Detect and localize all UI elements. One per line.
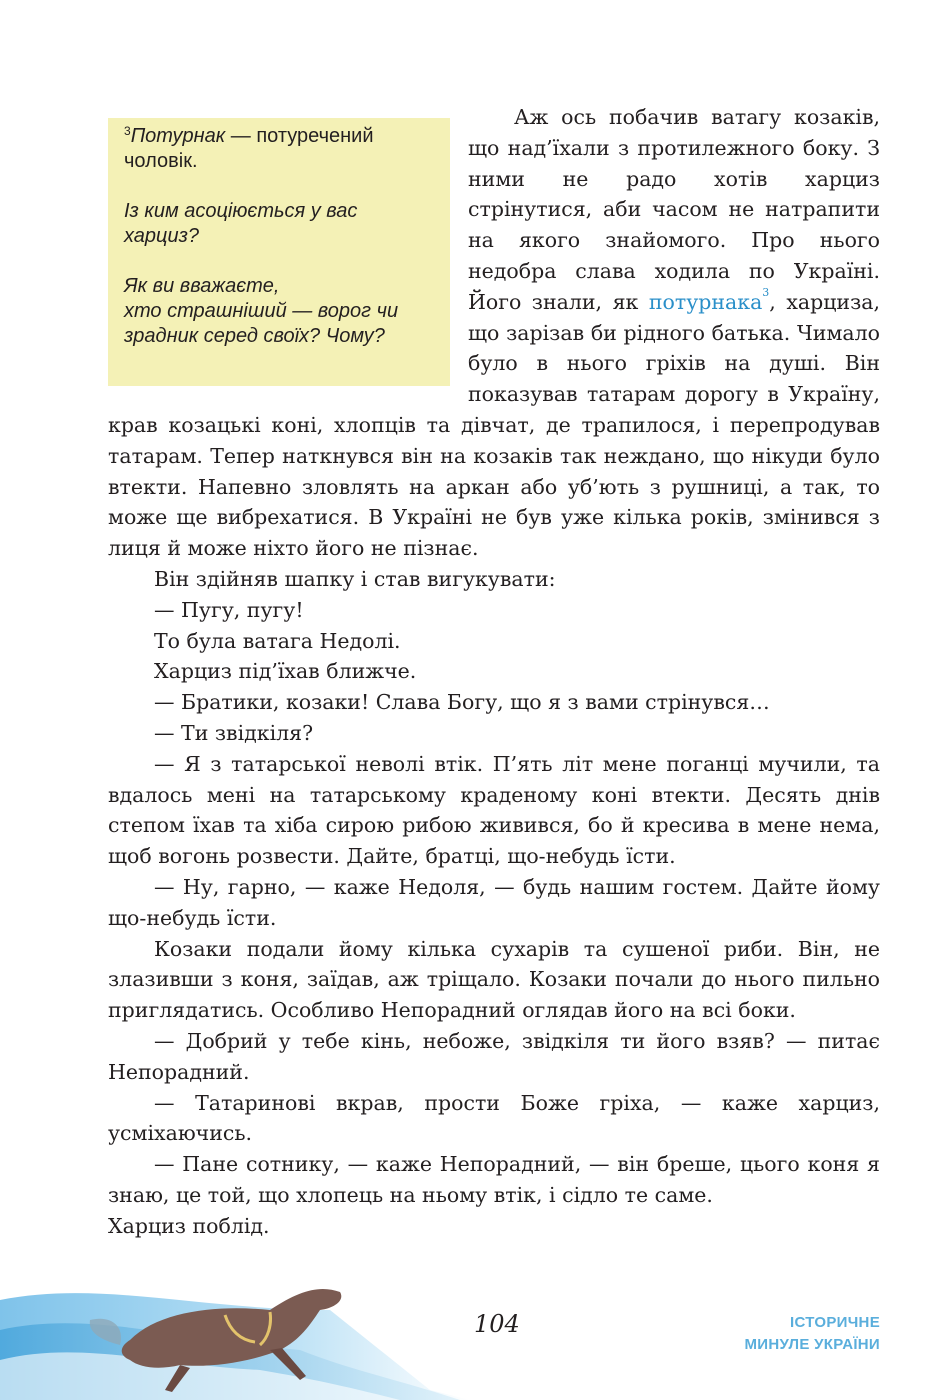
- paragraph-intro: Аж ось побачив ватагу козаків, що над’їхали з протилежного боку. З ними не радо хотів харциз стрінутися, аби часом не натрапити на якого знайомого. Про нього недобра слава ходила по Україні. Його знали, як потурнака$^3$, харциза, що зарізав би рідного батька. Чимало було в нього гріхів на душі. Він показував татарам дорогу в Україну, крав козацькі коні, хлопців та дівчат, де трапилося, і перепродував татарам. Тепер наткнувся він на козаків так неждано, що нікуди було втекти. Напевно зловлять на аркан або уб’ють з рушниці, а так, то може ще вибрехатися. В Україні не був уже кілька років, змінився з лиця й може ніхто його не пізнає.: [108, 105, 880, 561]
- question-2: Як ви вважаєте, хто страшніший — ворог чи зрадник серед своїх? Чому?: [124, 275, 399, 347]
- main-text: [108, 102, 880, 1241]
- question-1: Із ким асоціюється у вас харциз?: [124, 200, 358, 247]
- paragraph: Харциз під’їхав ближче.: [154, 659, 417, 684]
- paragraph-last: Харциз поблід.: [108, 1213, 270, 1238]
- paragraph: — Я з татарської неволі втік. П’ять літ мене поганці мучили, та вдалось мені на татарському краденому коні втекти. Десять днів степом їхав та хіба сирою рибою живився, бо й кресива в мене нема, щоб вогонь розвести. Дайте, братці, що-небудь їсти.: [108, 751, 880, 869]
- paragraph: Він здійняв шапку і став вигукувати:: [154, 566, 556, 591]
- paragraph: — Татаринові вкрав, прости Боже гріха, — каже харциз, усміхаючись.: [108, 1090, 880, 1146]
- paragraph: — Пане сотнику, — каже Непорадний, — він бреше, цього коня я знаю, це той, що хлопець на ньому втік, і сідло те саме.: [108, 1152, 880, 1207]
- footnote-definition: — потуречений чоловік.: [124, 125, 374, 172]
- paragraph: — Ти звідкіля?: [154, 720, 314, 745]
- footnote-mark: 3: [124, 124, 131, 138]
- paragraph: — Добрий у тебе кінь, небоже, звідкіля ти його взяв? — питає Непорадний.: [108, 1028, 880, 1084]
- glossary-link[interactable]: потурнака$^3$: [648, 285, 770, 314]
- footnote-term: Потурнак: [130, 125, 226, 147]
- section-title: ІСТОРИЧНЕ МИНУЛЕ УКРАЇНИ: [744, 1314, 880, 1353]
- paragraph: — Ну, гарно, — каже Недоля, — будь нашим гостем. Дайте йому що-небудь їсти.: [108, 874, 880, 930]
- page-number: 104: [474, 1310, 520, 1338]
- paragraph: Козаки подали йому кілька сухарів та сушеної риби. Він, не злазивши з коня, заїдав, аж тріщало. Козаки почали до нього пильно приглядатись. Особливо Непорадний оглядав його на всі боки.: [108, 936, 880, 1023]
- paragraph: То була ватага Недолі.: [154, 628, 401, 653]
- paragraph: — Пугу, пугу!: [154, 597, 304, 622]
- paragraph: — Братики, козаки! Слава Богу, що я з вами стрінувся…: [154, 690, 770, 715]
